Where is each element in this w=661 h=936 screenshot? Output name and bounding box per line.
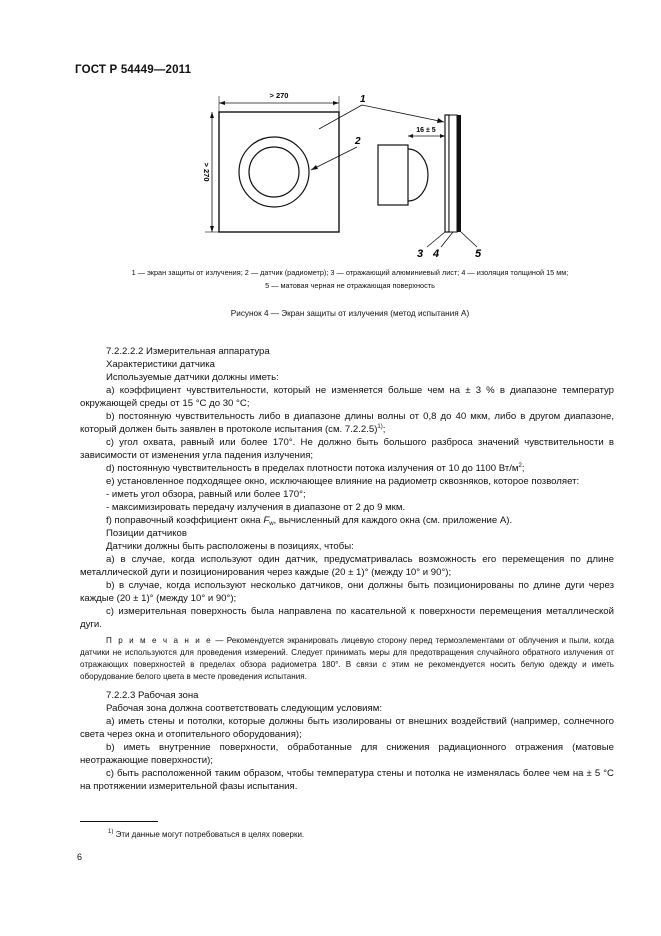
list-item-b: b) иметь внутренние поверхности, обработанные для снижения радиационного отражения (матовые неотражающие поверхности); <box>80 742 614 766</box>
footnote-divider <box>80 821 158 822</box>
sensor-opening-inner <box>249 147 299 197</box>
body-text <box>80 345 614 793</box>
dim-height-label: > 270 <box>202 162 211 182</box>
subheading-sensor-positions: Позиции датчиков <box>106 528 187 539</box>
callout-5: 5 <box>475 248 482 260</box>
list-item-a: а) иметь стены и потолки, которые должны быть изолированы от внешних воздействий (например, солнечного света через окна и отопительного оборудования); <box>80 716 614 740</box>
callout-2: 2 <box>355 136 361 147</box>
list-item-f: f) поправочный коэффициент окна $F_w$, вычисленный для каждого окна (см. приложение А). <box>106 515 513 527</box>
sensor-dome <box>408 149 428 201</box>
list-item-a: а) в случае, когда используют один датчик, предусматривалась возможность его перемещения по длине металлической дуги и позиционирования через каждые (20 ± 1)° (между 10° и 90°); <box>80 554 614 578</box>
figure-legend-line-2: 5 — матовая черная не отражающая поверхность <box>265 281 435 290</box>
paragraph: Датчики должны быть расположены в позициях, чтобы: <box>106 541 354 552</box>
matte-black-surface <box>457 115 461 232</box>
figure-legend-line-1: 1 — экран защиты от излучения; 2 — датчик (радиометр); 3 — отражающий алюминиевый лист; 4 — изоляция толщиной 15 мм; <box>131 268 569 277</box>
list-subitem: - максимизировать передачу излучения в диапазоне от 2 до 9 мкм. <box>106 502 406 513</box>
note: П р и м е ч а н и е — Рекомендуется экранировать лицевую сторону перед термоэлементами от облучения и пыли, когда датчики не используются для проведения измерений. Следует принимать меры для предотвращения случайного обратного излучения от отражающих поверхностей в пределах обзора радиометра 180°. В связи с этим не рекомендуется носить белую одежду и иметь оборудование белого цвета в месте проведения испытания. <box>80 636 614 681</box>
footnote: $^{1)}$ Эти данные могут потребоваться в целях поверки. <box>108 829 305 839</box>
reflective-aluminium-sheet <box>445 115 449 232</box>
shield-screen <box>219 112 339 232</box>
section-heading-7-2-2-2-2: 7.2.2.2.2 Измерительная аппаратура <box>106 346 270 357</box>
subheading-sensor-characteristics: Характеристики датчика <box>106 359 216 370</box>
figure-caption: Рисунок 4 — Экран защиты от излучения (метод испытания А) <box>230 309 470 318</box>
paragraph: Рабочая зона должна соответствовать следующим условиям: <box>106 703 382 714</box>
callout-1: 1 <box>360 94 366 105</box>
list-item-c: c) угол охвата, равный или более 170°. Не должно быть большого разброса значений чувствительности в зависимости от изменения угла падения излучения; <box>80 437 614 461</box>
list-subitem: - иметь угол обзора, равный или более 170°; <box>106 489 306 500</box>
sensor-radiometer <box>378 145 408 205</box>
list-item-e: е) установленное подходящее окно, исключающее влияние на радиометр сквозняков, которое позволяет: <box>106 476 580 487</box>
document-header: ГОСТ Р 54449—2011 <box>75 64 192 76</box>
list-item-c: c) измерительная поверхность была направлена по касательной к поверхности перемещения металлической дуги. <box>80 606 614 630</box>
list-item-d: d) постоянную чувствительность в пределах плотности потока излучения от 10 до 1100 $Вт/м^2$; <box>106 463 525 474</box>
list-item-a: а) коэффициент чувствительности, который не изменяется больше чем на ± 3 % в диапазоне температур окружающей среды от 15 °С до 30 °С; <box>80 385 614 409</box>
section-heading-7-2-2-3: 7.2.2.3 Рабочая зона <box>106 690 199 701</box>
insulation-layer <box>449 115 457 232</box>
callout-4: 4 <box>433 248 440 260</box>
callout-3: 3 <box>417 248 424 260</box>
figure-radiation-shield <box>195 86 505 261</box>
paragraph: Используемые датчики должны иметь: <box>106 372 279 383</box>
list-item-c: c) быть расположенной таким образом, чтобы температура стены и потолка не изменялась более чем на ± 5 °С на протяжении измерительной фазы испытания. <box>80 768 614 792</box>
list-item-b: b) постоянную чувствительность либо в диапазоне длины волны от 0,8 до 40 мкм, либо в другом диапазоне, который должен быть заявлен в протоколе испытания (см. 7.2.2.5)$^{1)}$; <box>80 411 614 435</box>
dim-gap-label: 16 ± 5 <box>416 127 436 134</box>
list-item-b: b) в случае, когда используют несколько датчиков, они должны быть позиционированы по длине дуги через каждые (20 ± 1)° (между 10° и 90°); <box>80 580 614 604</box>
dim-width-label: > 270 <box>269 91 289 100</box>
page-number: 6 <box>77 852 83 862</box>
